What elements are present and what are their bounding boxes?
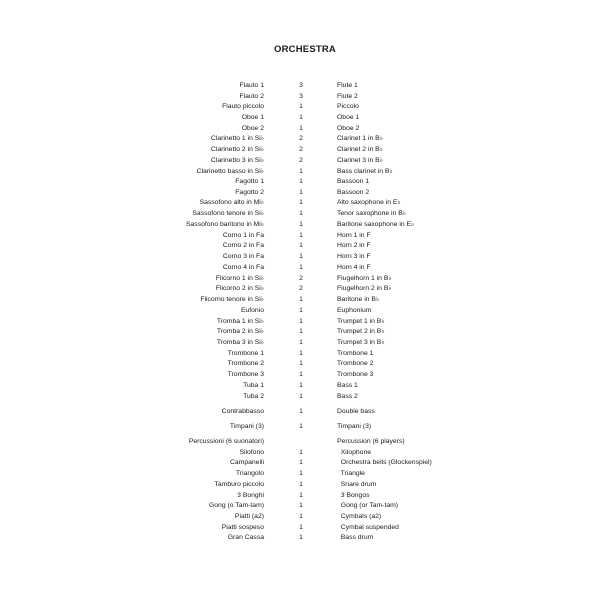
italian-name: Campanelli [229,459,264,466]
english-name: Snare drum [337,481,377,488]
english-name: Baritone saxophone in E♭ [337,221,415,228]
part-count: 2 [299,135,303,142]
english-name: Bassoon 2 [337,189,370,196]
part-count: 1 [299,371,303,378]
instrument-row [0,468,610,479]
italian-name: Piatti sospeso [221,524,264,531]
part-count: 1 [299,210,303,217]
part-count: 2 [299,146,303,153]
part-count: 1 [299,318,303,325]
italian-name: Percussioni (6 suonatori) [188,438,264,445]
english-name: Trombone 3 [337,371,374,378]
italian-name: Fagotto 2 [235,189,264,196]
english-name: Piccolo [337,103,359,110]
part-count: 1 [299,114,303,121]
part-count: 1 [299,125,303,132]
english-name: Trombone 2 [337,360,374,367]
instrument-row [0,176,610,187]
part-count: 1 [299,360,303,367]
english-name: Euphonium [337,307,372,314]
part-count: 1 [299,534,303,541]
english-name: Trumpet 1 in B♭ [337,318,385,325]
instrument-row [0,240,610,251]
italian-name: Trombone 2 [227,360,264,367]
italian-name: Corno 2 in Fa [222,242,264,249]
english-name: Baritone in B♭ [337,296,380,303]
english-name: 3 Bongos [337,492,370,499]
part-count: 1 [299,423,303,430]
english-name: Horn 2 in F [337,242,371,249]
part-count: 2 [299,157,303,164]
italian-name: Tromba 1 in Si♭ [216,318,264,325]
italian-name: Gran Cassa [227,534,264,541]
english-name: Flute 1 [337,82,358,89]
english-name: Timpani (3) [337,423,372,430]
italian-name: Tamburo piccolo [214,481,264,488]
italian-name: Flauto piccolo [222,103,264,110]
page-title: ORCHESTRA [274,44,336,55]
italian-name: Sassofono alto in Mi♭ [199,199,264,206]
part-count: 1 [299,296,303,303]
part-count: 1 [299,339,303,346]
english-name: Orchestra bells (Glockenspiel) [337,459,432,466]
english-name: Horn 3 in F [337,253,371,260]
part-count: 1 [299,459,303,466]
instrument-row [0,112,610,123]
english-name: Oboe 2 [337,125,360,132]
part-count: 1 [299,524,303,531]
english-name: Trumpet 2 in B♭ [337,328,385,335]
italian-name: Clarinetto 1 in Si♭ [210,135,264,142]
part-count: 1 [299,232,303,239]
part-count: 1 [299,470,303,477]
italian-name: Sassofono tenore in Si♭ [192,210,264,217]
english-name: Clarinet 1 in B♭ [337,135,383,142]
instrument-row [0,208,610,219]
instrument-row [0,283,610,294]
instrument-row [0,479,610,490]
instrument-row [0,101,610,112]
part-count: 1 [299,178,303,185]
italian-name: Contrabbasso [221,408,264,415]
part-count: 1 [299,242,303,249]
italian-name: Tuba 1 [243,382,264,389]
english-name: Cymbal suspended [337,524,399,531]
instrument-row [0,294,610,305]
italian-name: Flauto 2 [239,93,264,100]
italian-name: Flicorno tenore in Si♭ [200,296,264,303]
part-count: 1 [299,253,303,260]
english-name: Bass 2 [337,393,358,400]
italian-name: Clarinetto 3 in Si♭ [210,157,264,164]
part-count: 1 [299,168,303,175]
english-name: Horn 1 in F [337,232,371,239]
italian-name: Tromba 2 in Si♭ [216,328,264,335]
english-name: Flugelhorn 2 in B♭ [337,285,392,292]
instrument-row [0,262,610,273]
part-count: 1 [299,393,303,400]
part-count: 1 [299,382,303,389]
italian-name: Corno 4 in Fa [222,264,264,271]
italian-name: Oboe 2 [241,125,264,132]
italian-name: Silofono [239,449,264,456]
part-count: 1 [299,328,303,335]
part-count: 1 [299,199,303,206]
english-name: Cymbals (a2) [337,513,382,520]
italian-name: Clarinetto basso in Si♭ [196,168,264,175]
part-count: 2 [299,275,303,282]
italian-name: Corno 3 in Fa [222,253,264,260]
italian-name: Timpani (3) [229,423,264,430]
instrument-row [0,219,610,230]
english-name: Xilophone [337,449,372,456]
english-name: Gong (or Tam-tam) [337,502,399,509]
english-name: Oboe 1 [337,114,360,121]
english-name: Flute 2 [337,93,358,100]
instrument-row [0,133,610,144]
italian-name: Gong (o Tam-tam) [208,502,264,509]
instrument-row [0,380,610,391]
italian-name: Triangolo [235,470,264,477]
instrument-row [0,406,610,417]
part-count: 1 [299,481,303,488]
instrument-row [0,251,610,262]
italian-name: Fagotto 1 [235,178,264,185]
english-name: Double bass [337,408,375,415]
instrument-row [0,337,610,348]
part-count: 1 [299,449,303,456]
instrument-row [0,391,610,402]
italian-name: Flicorno 1 in Si♭ [215,275,264,282]
part-count: 1 [299,221,303,228]
part-count: 1 [299,350,303,357]
instrument-row [0,511,610,522]
italian-name: Tromba 3 in Si♭ [216,339,264,346]
english-name: Bass drum [337,534,374,541]
part-count: 2 [299,285,303,292]
italian-name: 3 Bonghi [237,492,264,499]
english-name: Horn 4 in F [337,264,371,271]
italian-name: Trombone 1 [227,350,264,357]
instrument-row [0,421,610,432]
instrument-row [0,155,610,166]
part-count: 1 [299,264,303,271]
english-name: Clarinet 3 in B♭ [337,157,383,164]
italian-name: Sassofono baritono in Mi♭ [185,221,264,228]
instrument-row [0,457,610,468]
english-name: Bass 1 [337,382,358,389]
part-count: 1 [299,513,303,520]
instrument-row [0,532,610,543]
italian-name: Flicorno 2 in Si♭ [215,285,264,292]
english-name: Flugelhorn 1 in B♭ [337,275,392,282]
instrument-row [0,500,610,511]
italian-name: Clarinetto 2 in Si♭ [210,146,264,153]
italian-name: Corno 1 in Fa [222,232,264,239]
instrument-row [0,436,610,447]
part-count: 1 [299,189,303,196]
part-count: 1 [299,502,303,509]
english-name: Alto saxophone in E♭ [337,199,401,206]
instrument-row [0,326,610,337]
instrument-row [0,369,610,380]
english-name: Percussion (6 players) [337,438,405,445]
italian-name: Flauto 1 [239,82,264,89]
italian-name: Piatti (a2) [234,513,264,520]
part-count: 1 [299,307,303,314]
english-name: Triangle [337,470,365,477]
english-name: Trumpet 3 in B♭ [337,339,385,346]
english-name: Bass clarinet in B♭ [337,168,393,175]
english-name: Tenor saxophone in B♭ [337,210,406,217]
english-name: Clarinet 2 in B♭ [337,146,383,153]
part-count: 1 [299,492,303,499]
part-count: 1 [299,408,303,415]
part-count: 3 [299,93,303,100]
instrument-row [0,305,610,316]
english-name: Bassoon 1 [337,178,370,185]
instrument-row [0,80,610,91]
part-count: 3 [299,82,303,89]
italian-name: Eufonio [240,307,264,314]
italian-name: Trombone 3 [227,371,264,378]
italian-name: Oboe 1 [241,114,264,121]
instrument-row [0,197,610,208]
italian-name: Tuba 2 [243,393,264,400]
english-name: Trombone 1 [337,350,374,357]
instrument-row [0,358,610,369]
instrument-row [0,144,610,155]
part-count: 1 [299,103,303,110]
